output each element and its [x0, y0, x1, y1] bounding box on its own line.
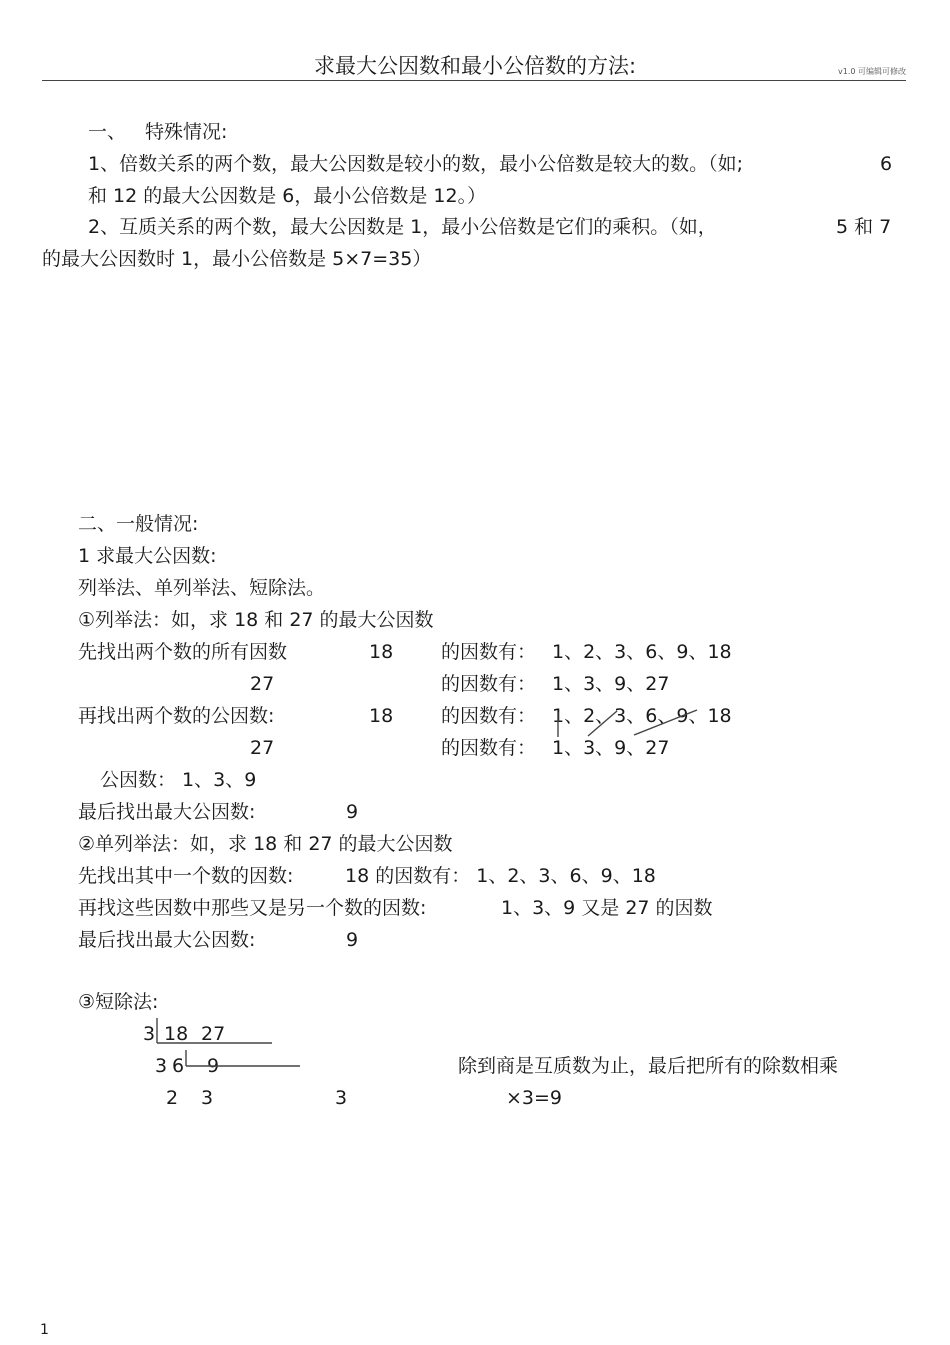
division-divisor-2: 3: [155, 1055, 168, 1077]
division-result-3b: 3: [335, 1087, 348, 1109]
method1-step1: 先找出两个数的所有因数: [78, 641, 288, 663]
page-number: 1: [40, 1322, 49, 1338]
method2-step2: 再找这些因数中那些又是另一个数的因数:: [78, 897, 427, 919]
method3-result: ×3=9: [506, 1087, 563, 1109]
version-label: v1.0 可编辑可修改: [838, 67, 906, 76]
section1-item2-numbers: 5 和 7: [836, 216, 892, 238]
method2-step1-value: 18 的因数有： 1、2、3、6、9、18: [345, 865, 656, 887]
method1-row3-number: 18: [369, 705, 394, 727]
page-title: 求最大公因数和最小公倍数的方法:: [313, 54, 637, 78]
method3-title: ③短除法:: [78, 991, 159, 1013]
method1-answer: 9: [346, 801, 359, 823]
section1-item1-line2: 和 12 的最大公因数是 6，最小公倍数是 12。）: [88, 185, 487, 207]
method1-row1-label: 的因数有：: [441, 641, 537, 663]
division-dividend-18: 18: [164, 1023, 189, 1045]
method2-step2-value: 1、3、9 又是 27 的因数: [501, 897, 713, 919]
division-quotient-9: 9: [207, 1055, 220, 1077]
section1-heading-number: 一、: [88, 121, 127, 143]
method1-row4-factors: 1、3、9、27: [552, 737, 670, 759]
division-result-3: 3: [201, 1087, 214, 1109]
method1-row3-label: 的因数有：: [441, 705, 537, 727]
method1-row4-number: 27: [250, 737, 275, 759]
method1-step2: 再找出两个数的公因数:: [78, 705, 275, 727]
division-quotient-6: 6: [172, 1055, 185, 1077]
method2-title: ②单列举法：如，求 18 和 27 的最大公因数: [78, 833, 453, 855]
method1-row2-number: 27: [250, 673, 275, 695]
section2-methods: 列举法、单列举法、短除法。: [78, 577, 326, 599]
method1-step3: 最后找出最大公因数:: [78, 801, 256, 823]
section1-heading: 特殊情况:: [145, 121, 228, 143]
section1-item2-line2: 的最大公因数时 1，最小公倍数是 5×7=35）: [42, 248, 432, 270]
method3-note: 除到商是互质数为止，最后把所有的除数相乘: [458, 1055, 839, 1077]
method1-title: ①列举法：如，求 18 和 27 的最大公因数: [78, 609, 434, 631]
section1-item1-number: 6: [880, 153, 893, 175]
division-result-2: 2: [166, 1087, 179, 1109]
section1-item1-line1: 1、倍数关系的两个数，最大公因数是较小的数，最小公倍数是较大的数。（如;: [88, 153, 743, 175]
strike-mark-3: [634, 710, 697, 735]
section2-subheading: 1 求最大公因数:: [78, 545, 217, 567]
method2-step3: 最后找出最大公因数:: [78, 929, 256, 951]
strike-mark-2: [588, 711, 617, 736]
method1-row4-label: 的因数有：: [441, 737, 537, 759]
division-divisor-1: 3: [143, 1023, 156, 1045]
method1-row1-factors: 1、2、3、6、9、18: [552, 641, 732, 663]
method1-row2-factors: 1、3、9、27: [552, 673, 670, 695]
method2-answer: 9: [346, 929, 359, 951]
method2-step1: 先找出其中一个数的因数:: [78, 865, 294, 887]
method1-row1-number: 18: [369, 641, 394, 663]
method1-common: 公因数： 1、3、9: [100, 769, 257, 791]
division-dividend-27: 27: [201, 1023, 226, 1045]
section1-item2-line1: 2、互质关系的两个数，最大公因数是 1，最小公倍数是它们的乘积。（如，: [88, 216, 717, 238]
section2-heading: 二、一般情况:: [78, 513, 199, 535]
method1-row3-factors: 1、2、3、6、9、18: [552, 705, 732, 727]
method1-row2-label: 的因数有：: [441, 673, 537, 695]
